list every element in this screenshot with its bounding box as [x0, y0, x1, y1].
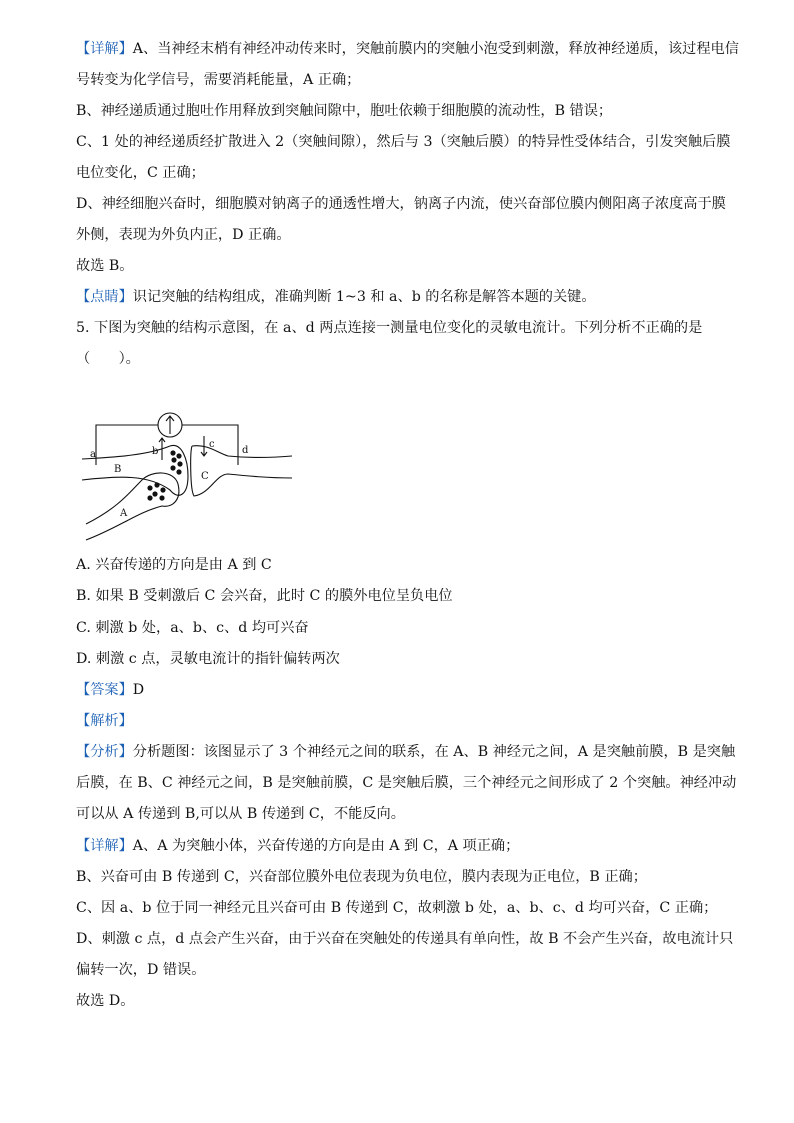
q5-detail-line-1: 【详解】A、A 为突触小体，兴奋传递的方向是由 A 到 C，A 项正确；	[76, 838, 520, 854]
q5-detail-line-5: 偏转一次，D 错误。	[76, 962, 206, 978]
option-C: C. 刺激 b 处，a、b、c、d 均可兴奋	[76, 620, 309, 636]
q5-detail-line-3: C、因 a、b 位于同一神经元且兴奋可由 B 传递到 C，故刺激 b 处，a、b、c、d 均可兴奋，C 正确；	[76, 900, 718, 916]
q4-detail-line-5: 电位变化，C 正确；	[76, 165, 205, 181]
analysis-heading: 【解析】	[76, 713, 133, 729]
option-D: D. 刺激 c 点，灵敏电流计的指针偏转两次	[76, 651, 340, 667]
q5-stem-line-2: （ ）。	[76, 351, 140, 367]
option-B: B. 如果 B 受刺激后 C 会兴奋，此时 C 的膜外电位呈负电位	[76, 588, 453, 604]
q4-detail-line-3: B、神经递质通过胞吐作用释放到突触间隙中，胞吐依赖于细胞膜的流动性，B 错误；	[76, 103, 613, 119]
label-d: d	[242, 445, 249, 456]
label-b: b	[152, 446, 159, 457]
q4-detail-line-1: 【详解】A、当神经末梢有神经冲动传来时，突触前膜内的突触小泡受到刺激，释放神经递质，该过程电信	[76, 41, 739, 57]
answer-label: 【答案】	[76, 682, 133, 698]
q4-choose: 故选 B。	[76, 258, 134, 274]
answer	[76, 680, 726, 700]
label-a: a	[90, 449, 96, 460]
wire-left	[96, 425, 158, 465]
analysis-line-1: 【分析】分析题图：该图显示了 3 个神经元之间的联系，在 A、B 神经元之间，A 是突触前膜，B 是突触	[76, 744, 736, 760]
option-A: A. 兴奋传递的方向是由 A 到 C	[76, 557, 272, 573]
comment-label: 【点睛】	[76, 289, 133, 305]
analysis-line-3: 可以从 A 传递到 B,可以从 B 传递到 C，不能反向。	[76, 806, 405, 822]
label-A: A	[120, 508, 128, 519]
detail-label: 【详解】	[76, 41, 133, 57]
q4-detail-line-6: D、神经细胞兴奋时，细胞膜对钠离子的通透性增大，钠离子内流，使兴奋部位膜内侧阳离子浓度高于膜	[76, 196, 726, 212]
vesicles	[147, 450, 182, 500]
q4-comment: 【点睛】识记突触的结构组成，准确判断 1~3 和 a、b 的名称是解答本题的关键。	[76, 289, 596, 305]
q5-detail-line-4: D、刺激 c 点，d 点会产生兴奋，由于兴奋在突触处的传递具有单向性，故 B 不会产生兴奋，故电流计只	[76, 931, 734, 947]
q4-detail-line-4: C、1 处的神经递质经扩散进入 2（突触间隙），然后与 3（突触后膜）的特异性受体结合，引发突触后膜	[76, 134, 731, 150]
answer-value: D	[132, 682, 145, 698]
q5-stem-line-1: 5. 下图为突触的结构示意图，在 a、d 两点连接一测量电位变化的灵敏电流计。下列分析不正确的是	[76, 320, 703, 336]
q4-detail-line-2: 号转变为化学信号，需要消耗能量，A 正确；	[76, 72, 361, 88]
analysis-line-2: 后膜，在 B、C 神经元之间，B 是突触前膜，C 是突触后膜，三个神经元之间形成了 2 个突触。神经冲动	[76, 775, 737, 791]
q4-detail-line-7: 外侧，表现为外负内正，D 正确。	[76, 227, 291, 243]
neuron-A-outline	[86, 473, 179, 540]
label-C: C	[201, 471, 209, 482]
galvanometer-needle	[166, 416, 174, 434]
q5-choose: 故选 D。	[76, 993, 135, 1009]
q5-detail-line-2: B、兴奋可由 B 传递到 C，兴奋部位膜外电位表现为负电位，膜内表现为正电位，B 正确；	[76, 869, 647, 885]
synapse-diagram	[78, 408, 294, 542]
label-B: B	[114, 464, 122, 475]
label-c: c	[209, 439, 215, 450]
